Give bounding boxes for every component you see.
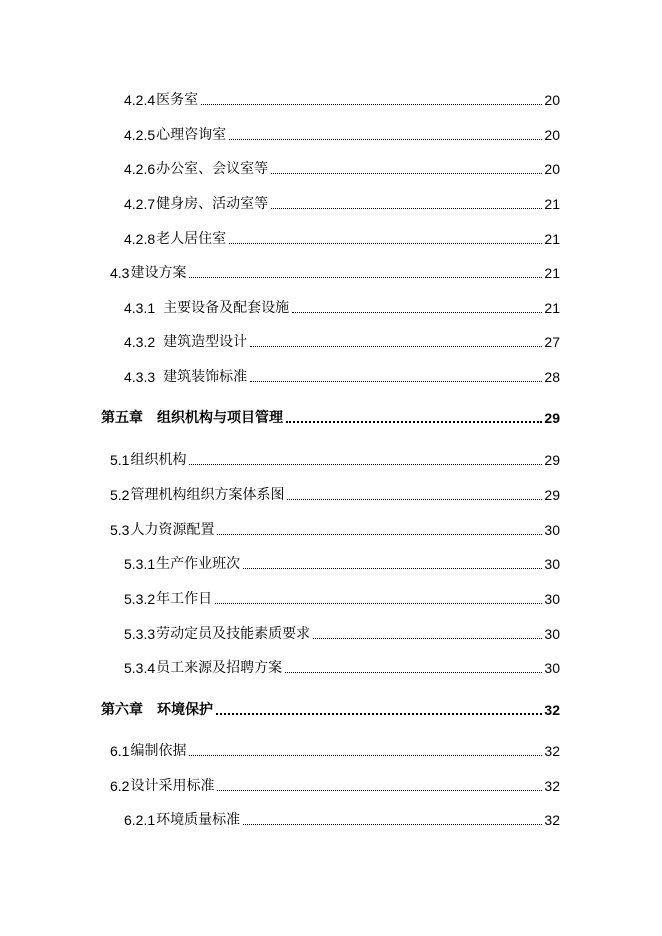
dot-leader — [286, 421, 542, 423]
toc-entry[interactable] — [110, 738, 560, 760]
toc-entry-number: 6.2.1 — [124, 812, 156, 828]
toc-entry-page: 32 — [544, 778, 560, 794]
toc-entry-number: 5.2 — [110, 487, 130, 503]
toc-entry-title: 办公室、会议室等 — [156, 161, 269, 177]
toc-entry-number: 4.3.1 — [124, 300, 156, 316]
dot-leader — [292, 312, 542, 313]
toc-entry-page: 32 — [544, 812, 560, 828]
dot-leader — [229, 139, 542, 140]
toc-entry-title: 主要设备及配套设施 — [163, 300, 290, 316]
toc-chapter-page: 29 — [544, 410, 560, 426]
toc-entry-number: 4.2.4 — [124, 92, 156, 108]
toc-entry-number: 5.1 — [110, 452, 130, 468]
toc-entry-title: 劳动定员及技能素质要求 — [156, 626, 311, 642]
toc-entry[interactable] — [124, 226, 560, 248]
dot-leader — [287, 499, 542, 500]
toc-entry[interactable] — [124, 551, 560, 573]
toc-entry-page: 21 — [544, 231, 560, 247]
toc-chapter-number: 第六章 — [101, 702, 143, 718]
toc-entry-page: 21 — [544, 265, 560, 281]
toc-entry-title: 心理咨询室 — [156, 127, 227, 143]
toc-entry[interactable] — [110, 447, 560, 469]
toc-entry[interactable] — [110, 482, 560, 504]
toc-entry-title: 老人居住室 — [156, 231, 227, 247]
dot-leader — [271, 208, 542, 209]
dot-leader — [229, 243, 542, 244]
toc-entry-title: 管理机构组织方案体系图 — [130, 487, 285, 503]
toc-entry-page: 30 — [544, 591, 560, 607]
dot-leader — [217, 534, 542, 535]
toc-entry-title: 年工作日 — [156, 591, 213, 607]
toc-entry-number: 4.2.6 — [124, 161, 156, 177]
toc-entry-number: 5.3.3 — [124, 626, 156, 642]
toc-entry-page: 21 — [544, 196, 560, 212]
dot-leader — [285, 672, 542, 673]
dot-leader — [250, 381, 542, 382]
toc-entry-page: 21 — [544, 300, 560, 316]
toc-entry-number: 4.2.7 — [124, 196, 156, 212]
toc-entry-page: 32 — [544, 743, 560, 759]
toc-entry[interactable] — [110, 517, 560, 539]
dot-leader — [216, 713, 542, 715]
dot-leader — [189, 464, 542, 465]
toc-entry[interactable] — [110, 260, 560, 282]
toc-entry-number: 6.2 — [110, 778, 130, 794]
toc-entry-number: 6.1 — [110, 743, 130, 759]
toc-entry[interactable] — [124, 807, 560, 829]
dot-leader — [313, 638, 542, 639]
toc-chapter-title: 环境保护 — [157, 702, 213, 718]
toc-entry[interactable] — [124, 329, 560, 351]
toc-entry-page: 20 — [544, 161, 560, 177]
toc-entry-number: 4.3.2 — [124, 334, 156, 350]
toc-chapter-number: 第五章 — [101, 410, 143, 426]
toc-entry-number: 5.3.4 — [124, 660, 156, 676]
toc-entry-number: 5.3 — [110, 522, 130, 538]
toc-entry[interactable] — [124, 122, 560, 144]
toc-entry-page: 30 — [544, 626, 560, 642]
toc-entry-title: 编制依据 — [130, 743, 187, 759]
toc-entry-page: 29 — [544, 487, 560, 503]
toc-entry-number: 5.3.2 — [124, 591, 156, 607]
toc-entry-page: 20 — [544, 127, 560, 143]
toc-entry-number: 4.3 — [110, 265, 130, 281]
dot-leader — [217, 790, 542, 791]
toc-entry-title: 设计采用标准 — [130, 778, 215, 794]
toc-entry-title: 员工来源及招聘方案 — [156, 660, 283, 676]
toc-entry[interactable] — [110, 773, 560, 795]
toc-entry[interactable] — [124, 655, 560, 677]
toc-entry-number: 5.3.1 — [124, 556, 156, 572]
toc-entry-title: 环境质量标准 — [156, 812, 241, 828]
dot-leader — [243, 824, 542, 825]
toc-entry-title: 建筑造型设计 — [163, 334, 248, 350]
toc-entry-page: 30 — [544, 660, 560, 676]
toc-entry[interactable] — [124, 87, 560, 109]
toc-entry-title: 组织机构 — [130, 452, 187, 468]
toc-entry-page: 30 — [544, 522, 560, 538]
dot-leader — [201, 104, 542, 105]
toc-entry-page: 29 — [544, 452, 560, 468]
toc-chapter-entry[interactable] — [101, 405, 560, 427]
toc-entry-title: 人力资源配置 — [130, 522, 215, 538]
toc-entry-title: 生产作业班次 — [156, 556, 241, 572]
toc-entry-title: 建筑装饰标准 — [163, 369, 248, 385]
toc-entry-title: 医务室 — [156, 92, 199, 108]
toc-entry-title: 建设方案 — [130, 265, 187, 281]
toc-entry[interactable] — [124, 156, 560, 178]
toc-entry-page: 27 — [544, 334, 560, 350]
toc-entry-title: 健身房、活动室等 — [156, 196, 269, 212]
dot-leader — [250, 346, 542, 347]
toc-entry[interactable] — [124, 621, 560, 643]
toc-entry[interactable] — [124, 295, 560, 317]
dot-leader — [243, 568, 542, 569]
toc-entry[interactable] — [124, 586, 560, 608]
toc-entry-page: 30 — [544, 556, 560, 572]
toc-entry[interactable] — [124, 191, 560, 213]
toc-entry-number: 4.3.3 — [124, 369, 156, 385]
toc-entry-page: 20 — [544, 92, 560, 108]
toc-chapter-entry[interactable] — [101, 697, 560, 719]
toc-chapter-title: 组织机构与项目管理 — [157, 410, 283, 426]
dot-leader — [271, 173, 542, 174]
dot-leader — [189, 277, 542, 278]
dot-leader — [189, 755, 542, 756]
toc-entry-number: 4.2.8 — [124, 231, 156, 247]
dot-leader — [215, 603, 542, 604]
toc-entry[interactable] — [124, 364, 560, 386]
toc-chapter-page: 32 — [544, 702, 560, 718]
toc-entry-number: 4.2.5 — [124, 127, 156, 143]
toc-entry-page: 28 — [544, 369, 560, 385]
